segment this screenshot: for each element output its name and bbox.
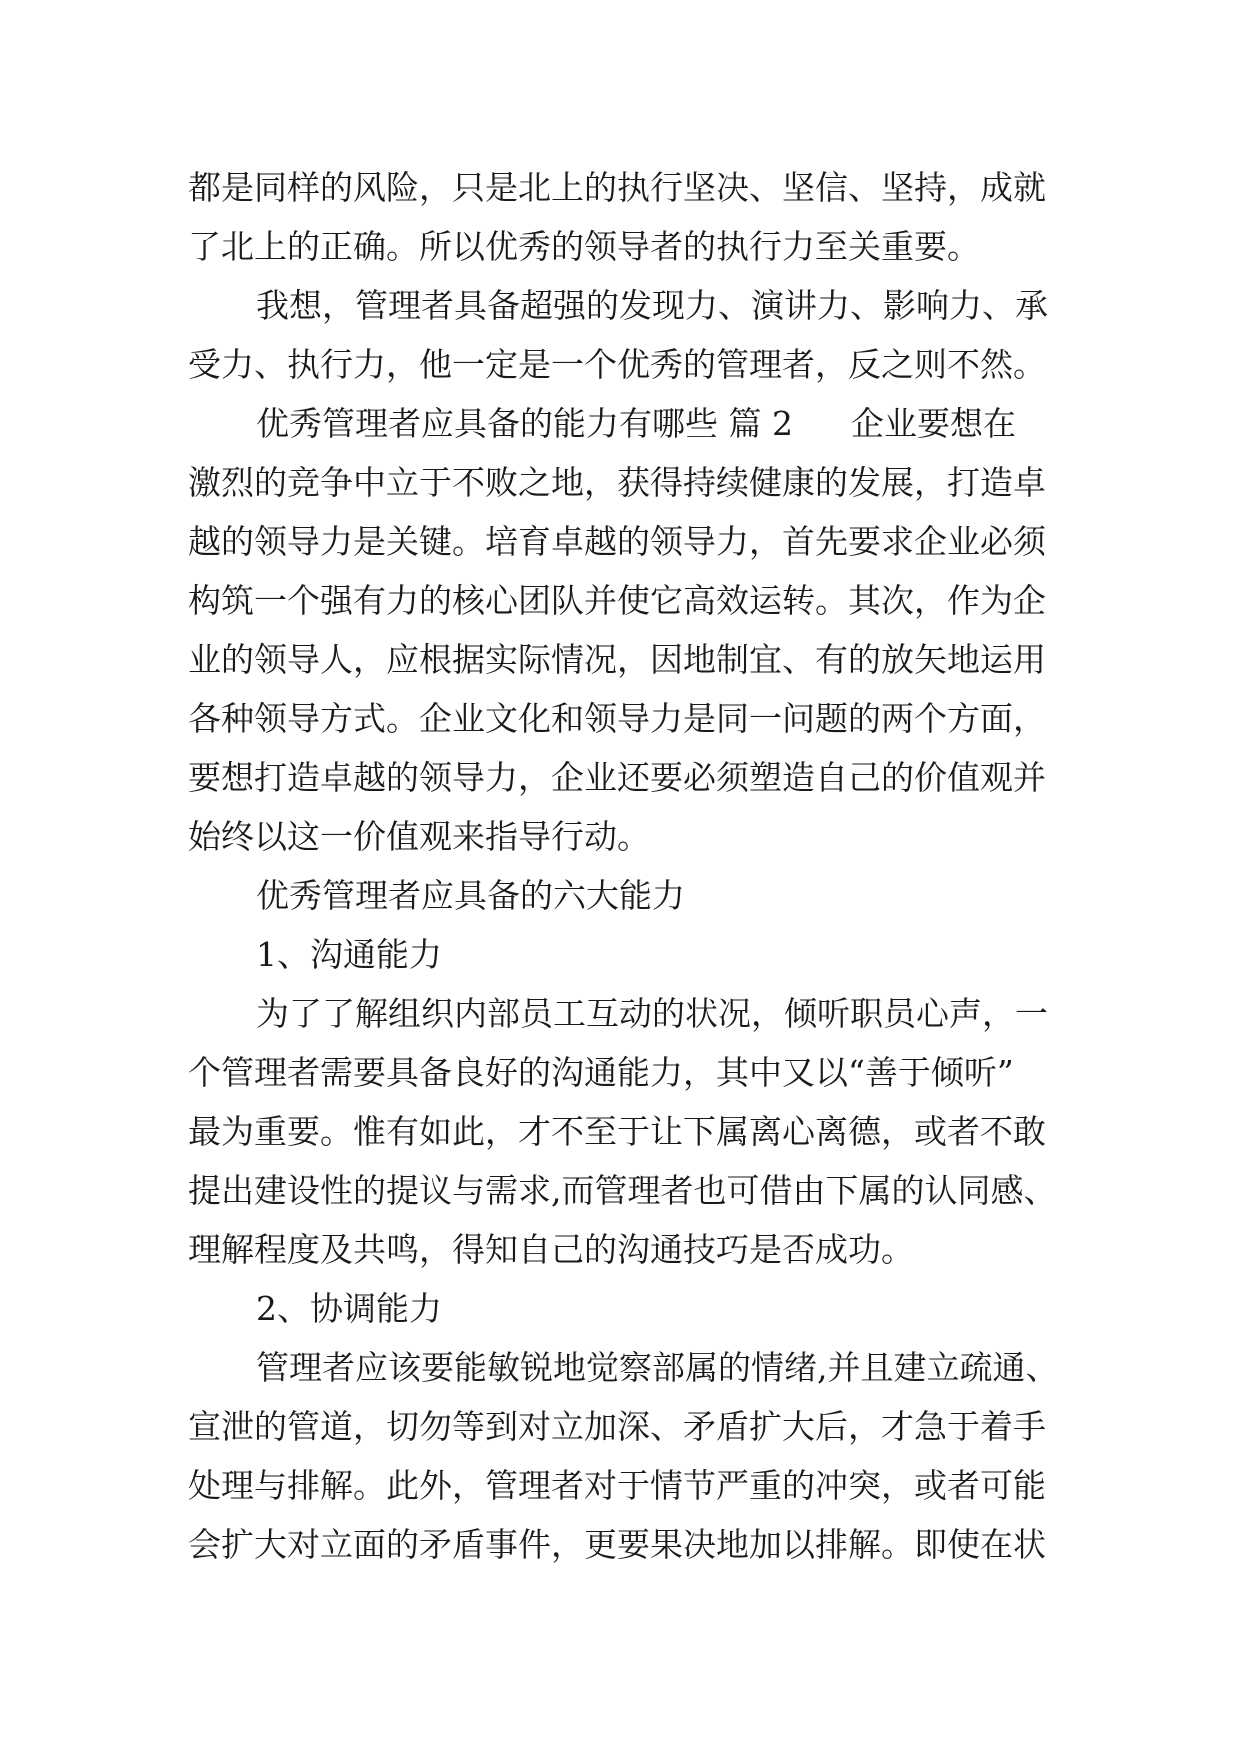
text-line: 理解程度及共鸣，得知自己的沟通技巧是否成功。	[188, 1230, 914, 1269]
text-line: 始终以这一价值观来指导行动。	[188, 817, 650, 856]
text-line: 要想打造卓越的领导力，企业还要必须塑造自己的价值观并	[188, 758, 1046, 797]
subheading: 1、沟通能力	[256, 935, 442, 974]
text-line: 了北上的正确。所以优秀的领导者的执行力至关重要。	[188, 227, 980, 266]
text-line: 各种领导方式。企业文化和领导力是同一问题的两个方面，	[188, 699, 1046, 738]
text-line: 最为重要。惟有如此，才不至于让下属离心离德，或者不敢	[188, 1112, 1046, 1151]
text-line: 越的领导力是关键。培育卓越的领导力，首先要求企业必须	[188, 522, 1046, 561]
text-line: 都是同样的风险，只是北上的执行坚决、坚信、坚持，成就	[188, 168, 1046, 207]
text-line: 个管理者需要具备良好的沟通能力，其中又以“善于倾听”	[188, 1053, 1014, 1092]
text-line: 管理者应该要能敏锐地觉察部属的情绪,并且建立疏通、	[256, 1348, 1059, 1387]
text-line: 为了了解组织内部员工互动的状况，倾听职员心声，一	[256, 994, 1048, 1033]
text-line: 受力、执行力，他一定是一个优秀的管理者，反之则不然。	[188, 345, 1046, 384]
section-number: 篇 2	[728, 404, 793, 443]
text-line: 业的领导人，应根据实际情况，因地制宜、有的放矢地运用	[188, 640, 1046, 679]
section-heading-line	[188, 394, 1058, 453]
subheading: 2、协调能力	[256, 1289, 442, 1328]
subheading: 优秀管理者应具备的六大能力	[256, 876, 685, 915]
text-line: 会扩大对立面的矛盾事件，更要果决地加以排解。即使在状	[188, 1525, 1046, 1564]
text-line: 构筑一个强有力的核心团队并使它高效运转。其次，作为企	[188, 581, 1046, 620]
text-line: 处理与排解。此外，管理者对于情节严重的冲突，或者可能	[188, 1466, 1046, 1505]
body-text	[188, 158, 1058, 1574]
section-title: 优秀管理者应具备的能力有哪些	[256, 404, 718, 443]
text-line: 激烈的竞争中立于不败之地，获得持续健康的发展，打造卓	[188, 463, 1046, 502]
text-line: 我想，管理者具备超强的发现力、演讲力、影响力、承	[256, 286, 1048, 325]
text-line: 提出建设性的提议与需求,而管理者也可借由下属的认同感、	[188, 1171, 1057, 1210]
text-line: 宣泄的管道，切勿等到对立加深、矛盾扩大后，才急于着手	[188, 1407, 1046, 1446]
section-lead-text: 企业要想在	[851, 404, 1016, 443]
